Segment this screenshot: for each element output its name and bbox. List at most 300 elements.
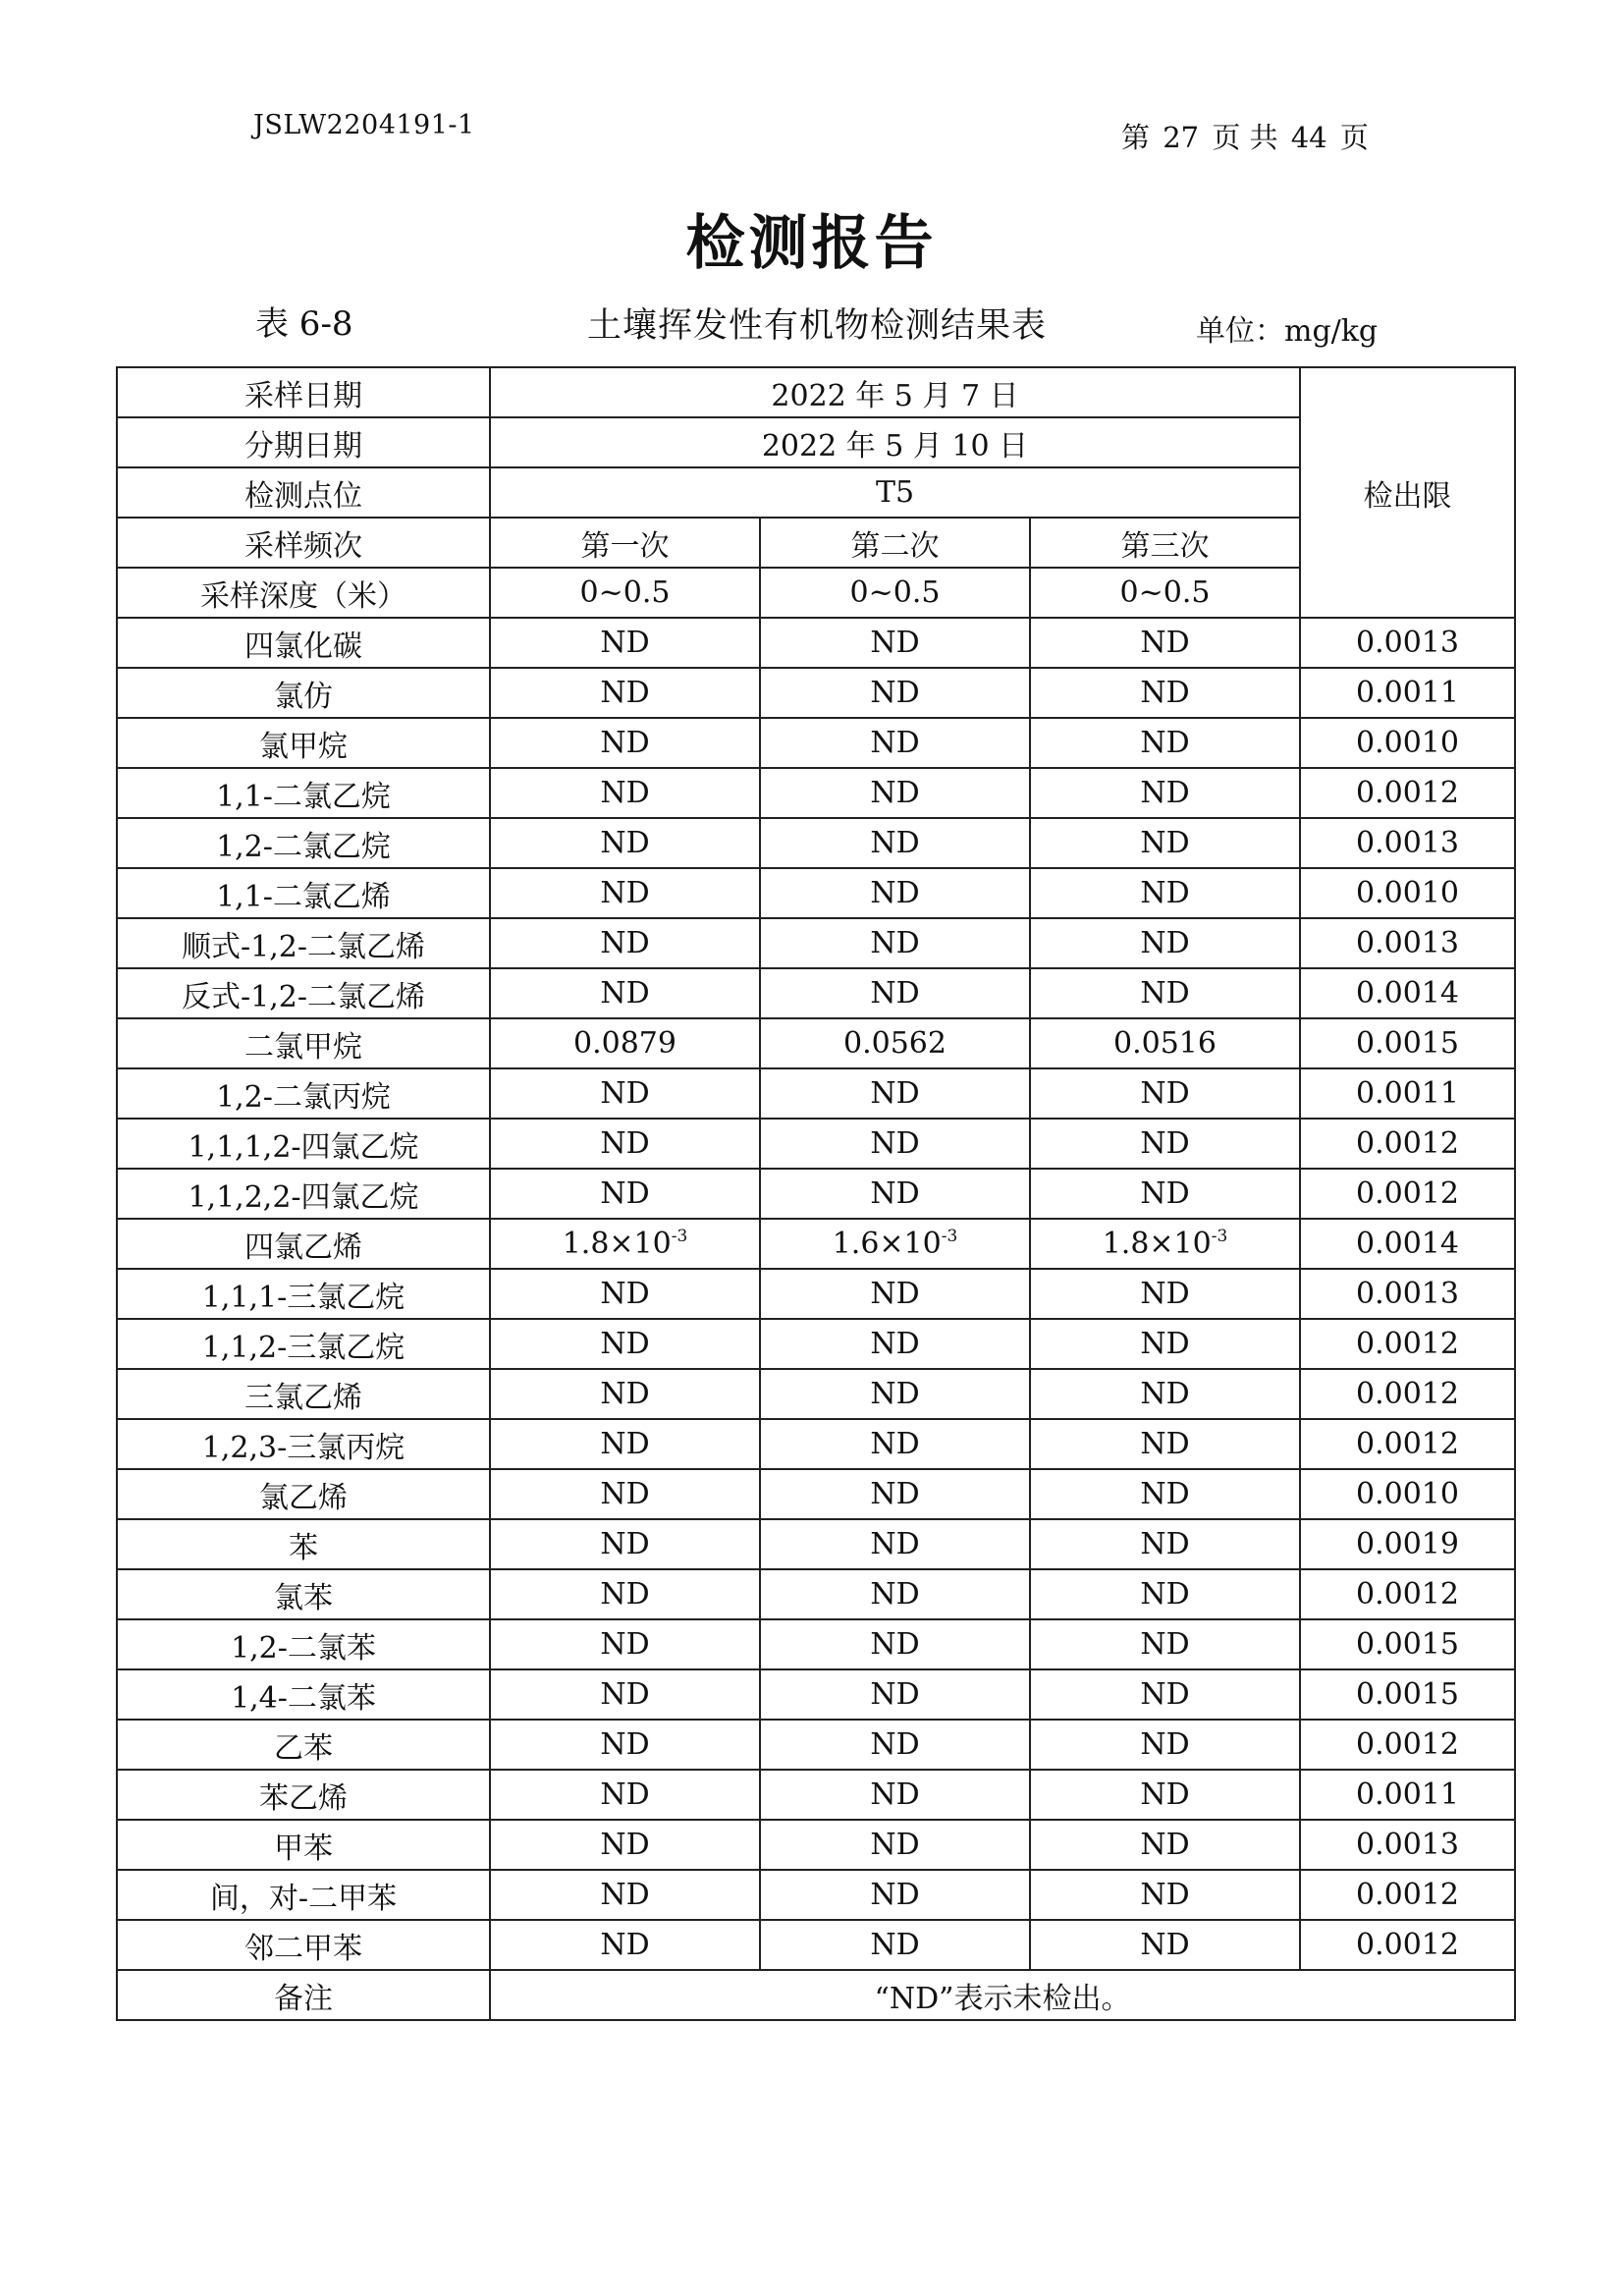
value-1-text: ND (600, 976, 650, 1011)
table-row (117, 1068, 1515, 1119)
table-row (117, 818, 1515, 868)
value-3-text: ND (1140, 1377, 1190, 1411)
compound-name (117, 1669, 490, 1720)
table-row (117, 868, 1515, 918)
value-1-text: ND (600, 1577, 650, 1612)
value-1-text: ND (600, 826, 650, 860)
compound-name-text: 三氯乙烯 (244, 1380, 362, 1415)
value-3-text: ND (1140, 876, 1190, 910)
value-2-text: ND (870, 1627, 920, 1662)
analysis-date-label: 分期日期 (117, 417, 490, 467)
value-3-text: ND (1140, 926, 1190, 960)
depth-3: 0~0.5 (1030, 568, 1300, 618)
value-3 (1030, 1018, 1300, 1068)
value-3-text: ND (1140, 1727, 1190, 1762)
value-3-exponent: -3 (1211, 1227, 1228, 1246)
value-1-text: ND (600, 1878, 650, 1912)
table-row (117, 1469, 1515, 1519)
detection-limit (1300, 1569, 1515, 1619)
point-label: 检测点位 (117, 467, 490, 518)
value-3 (1030, 1319, 1300, 1369)
compound-name (117, 1820, 490, 1870)
value-2-text: ND (870, 1727, 920, 1762)
value-1-text: ND (600, 1176, 650, 1211)
value-2-text: ND (870, 1277, 920, 1311)
value-1-text: 0.0879 (573, 1026, 676, 1061)
value-2 (760, 1068, 1030, 1119)
compound-name-text: 1,2-二氯丙烷 (216, 1079, 391, 1115)
compound-name (117, 1169, 490, 1219)
detection-limit-text: 0.0010 (1356, 726, 1459, 760)
value-3 (1030, 1469, 1300, 1519)
detection-limit (1300, 1219, 1515, 1269)
value-2 (760, 968, 1030, 1018)
compound-name (117, 818, 490, 868)
value-2-text: ND (870, 1777, 920, 1812)
detection-limit (1300, 1469, 1515, 1519)
value-1 (490, 1319, 760, 1369)
detection-limit-text: 0.0012 (1356, 1377, 1459, 1411)
table-row (117, 968, 1515, 1018)
value-3 (1030, 918, 1300, 968)
value-1 (490, 1920, 760, 1970)
value-3-text: ND (1140, 976, 1190, 1011)
value-3-text: ND (1140, 726, 1190, 760)
compound-name (117, 1920, 490, 1970)
compound-name (117, 1519, 490, 1569)
value-1 (490, 1820, 760, 1870)
value-3 (1030, 618, 1300, 668)
value-3-text: ND (1140, 1928, 1190, 1962)
value-1-text: ND (600, 1677, 650, 1712)
value-3-text: ND (1140, 676, 1190, 710)
detection-limit-text: 0.0014 (1356, 976, 1459, 1011)
value-1 (490, 1369, 760, 1419)
value-1 (490, 1068, 760, 1119)
value-3 (1030, 1770, 1300, 1820)
compound-name-text: 甲苯 (274, 1831, 333, 1866)
value-2-text: ND (870, 1176, 920, 1211)
value-1-text: ND (600, 1627, 650, 1662)
value-2 (760, 1219, 1030, 1269)
value-2-text: ND (870, 676, 920, 710)
compound-name-text: 1,2-二氯乙烷 (216, 829, 391, 864)
compound-name (117, 1319, 490, 1369)
value-2-text: ND (870, 1327, 920, 1361)
value-2 (760, 1018, 1030, 1068)
value-2 (760, 768, 1030, 818)
value-2-text: ND (870, 1577, 920, 1612)
value-3-text: ND (1140, 1126, 1190, 1161)
value-1-text: ND (600, 926, 650, 960)
compound-name (117, 1119, 490, 1169)
value-2 (760, 1669, 1030, 1720)
value-3 (1030, 1068, 1300, 1119)
value-3 (1030, 1519, 1300, 1569)
value-3 (1030, 968, 1300, 1018)
value-1 (490, 1870, 760, 1920)
detection-limit (1300, 868, 1515, 918)
depth-label: 采样深度（米） (117, 568, 490, 618)
detection-limit-text: 0.0010 (1356, 876, 1459, 910)
value-3-text: ND (1140, 1076, 1190, 1111)
compound-name-text: 顺式-1,2-二氯乙烯 (182, 929, 425, 964)
detection-limit (1300, 1820, 1515, 1870)
value-1 (490, 918, 760, 968)
compound-name-text: 二氯甲烷 (244, 1029, 362, 1065)
detection-limit-text: 0.0019 (1356, 1527, 1459, 1561)
value-2 (760, 718, 1030, 768)
value-1-text: ND (600, 1427, 650, 1461)
value-2 (760, 868, 1030, 918)
value-2-text: ND (870, 1928, 920, 1962)
detection-limit (1300, 1119, 1515, 1169)
value-3-text: ND (1140, 1176, 1190, 1211)
table-row (117, 1119, 1515, 1169)
value-3-text: ND (1140, 1677, 1190, 1712)
value-3 (1030, 868, 1300, 918)
value-3-text: 0.0516 (1113, 1026, 1217, 1061)
value-3 (1030, 668, 1300, 718)
detection-limit (1300, 1669, 1515, 1720)
value-3 (1030, 1669, 1300, 1720)
value-2-text: ND (870, 1527, 920, 1561)
table-row (117, 1820, 1515, 1870)
notes-row (117, 1970, 1515, 2020)
detection-limit (1300, 1870, 1515, 1920)
detection-limit (1300, 968, 1515, 1018)
value-1-text: ND (600, 776, 650, 810)
value-2 (760, 1720, 1030, 1770)
page-suffix: 页 (1339, 121, 1369, 154)
value-3-text: ND (1140, 1577, 1190, 1612)
compound-name-text: 氯苯 (274, 1580, 333, 1615)
value-1 (490, 1269, 760, 1319)
table-row (117, 918, 1515, 968)
detection-limit (1300, 1920, 1515, 1970)
value-2 (760, 1569, 1030, 1619)
detection-limit-text: 0.0013 (1356, 1277, 1459, 1311)
detection-limit (1300, 1068, 1515, 1119)
compound-name (117, 918, 490, 968)
value-3 (1030, 1720, 1300, 1770)
value-2-text: ND (870, 826, 920, 860)
value-3-text: ND (1140, 626, 1190, 660)
value-2-text: ND (870, 976, 920, 1011)
value-1-text: ND (600, 1477, 650, 1511)
value-3 (1030, 1870, 1300, 1920)
analysis-date-value: 2022 年 5 月 10 日 (490, 417, 1300, 467)
compound-name-text: 四氯乙烯 (244, 1230, 362, 1265)
detection-limit (1300, 1169, 1515, 1219)
compound-name (117, 1419, 490, 1469)
value-1-text: ND (600, 1777, 650, 1812)
detection-limit (1300, 1720, 1515, 1770)
value-2-text: ND (870, 1377, 920, 1411)
table-row (117, 1169, 1515, 1219)
compound-name-text: 1,1,2-三氯乙烷 (201, 1330, 406, 1365)
value-2 (760, 668, 1030, 718)
value-1 (490, 1119, 760, 1169)
value-1-text: ND (600, 676, 650, 710)
value-3-text: ND (1140, 1477, 1190, 1511)
notes-label: 备注 (117, 1970, 490, 2020)
value-3-text: ND (1140, 1828, 1190, 1862)
detection-limit-text: 0.0013 (1356, 926, 1459, 960)
table-title: 土壤挥发性有机物检测结果表 (587, 306, 1048, 346)
detection-limit-text: 0.0013 (1356, 1828, 1459, 1862)
compound-name (117, 718, 490, 768)
value-1 (490, 1018, 760, 1068)
compound-name (117, 1219, 490, 1269)
table-number: 表 6-8 (255, 304, 353, 344)
value-1-text: 1.8×10 (562, 1227, 672, 1261)
compound-name (117, 1469, 490, 1519)
value-2 (760, 1920, 1030, 1970)
value-2 (760, 1870, 1030, 1920)
value-3-text: ND (1140, 1878, 1190, 1912)
detection-limit-text: 0.0015 (1356, 1026, 1459, 1061)
compound-name-text: 间，对-二甲苯 (209, 1881, 398, 1916)
value-2-text: ND (870, 1477, 920, 1511)
value-3 (1030, 1119, 1300, 1169)
page-number: 27 (1163, 121, 1200, 154)
value-3 (1030, 1269, 1300, 1319)
value-1-text: ND (600, 1327, 650, 1361)
compound-name (117, 1619, 490, 1669)
table-row (117, 1519, 1515, 1569)
table-unit: 单位：mg/kg (1196, 314, 1379, 349)
compound-name (117, 1068, 490, 1119)
compound-name-text: 1,1-二氯乙烷 (216, 779, 391, 814)
detection-limit-text: 0.0012 (1356, 1126, 1459, 1161)
value-2-text: ND (870, 1427, 920, 1461)
value-1 (490, 1770, 760, 1820)
value-3 (1030, 1920, 1300, 1970)
value-2 (760, 1770, 1030, 1820)
table-row (117, 1720, 1515, 1770)
value-1-text: ND (600, 1828, 650, 1862)
value-1 (490, 868, 760, 918)
page-total: 44 (1290, 121, 1327, 154)
table-row (117, 768, 1515, 818)
value-2 (760, 1119, 1030, 1169)
compound-name (117, 1720, 490, 1770)
detection-limit-text: 0.0011 (1356, 1076, 1459, 1111)
depth-2: 0~0.5 (760, 568, 1030, 618)
compound-name-text: 1,1,1-三氯乙烷 (201, 1280, 406, 1315)
detection-limit-text: 0.0015 (1356, 1677, 1459, 1712)
page-prefix: 第 (1121, 121, 1151, 154)
value-1-text: ND (600, 1126, 650, 1161)
compound-name (117, 1018, 490, 1068)
table-row (117, 718, 1515, 768)
table-row (117, 1319, 1515, 1369)
detection-limit-text: 0.0013 (1356, 826, 1459, 860)
value-1-text: ND (600, 1277, 650, 1311)
detection-limit (1300, 1369, 1515, 1419)
value-3-text: ND (1140, 826, 1190, 860)
detection-limit-text: 0.0011 (1356, 1777, 1459, 1812)
value-3 (1030, 1219, 1300, 1269)
table-row (117, 1369, 1515, 1419)
value-1-exponent: -3 (671, 1227, 688, 1246)
detection-limit (1300, 768, 1515, 818)
sampling-date-value: 2022 年 5 月 7 日 (490, 367, 1300, 417)
notes-text: “ND”表示未检出。 (490, 1970, 1515, 2020)
value-1 (490, 818, 760, 868)
detection-limit-text: 0.0014 (1356, 1227, 1459, 1261)
compound-name-text: 1,2-二氯苯 (231, 1630, 376, 1666)
value-1 (490, 1419, 760, 1469)
value-2 (760, 1369, 1030, 1419)
value-1 (490, 768, 760, 818)
value-1-text: ND (600, 726, 650, 760)
detection-limit-text: 0.0012 (1356, 1577, 1459, 1612)
detection-limit (1300, 1269, 1515, 1319)
compound-name-text: 1,1,2,2-四氯乙烷 (188, 1179, 419, 1215)
detection-limit-text: 0.0012 (1356, 1928, 1459, 1962)
value-2-text: ND (870, 1677, 920, 1712)
table-row (117, 1018, 1515, 1068)
compound-name (117, 1569, 490, 1619)
detection-limit (1300, 718, 1515, 768)
value-3-text: ND (1140, 1277, 1190, 1311)
value-3 (1030, 1820, 1300, 1870)
value-2 (760, 1820, 1030, 1870)
table-row (117, 618, 1515, 668)
compound-name (117, 668, 490, 718)
value-3-text: ND (1140, 1527, 1190, 1561)
compound-name (117, 768, 490, 818)
detection-limit (1300, 1519, 1515, 1569)
value-3-text: ND (1140, 1627, 1190, 1662)
compound-name-text: 苯 (289, 1530, 318, 1565)
compound-name (117, 1770, 490, 1820)
value-3-text: 1.8×10 (1102, 1227, 1212, 1261)
compound-name-text: 1,2,3-三氯丙烷 (201, 1430, 406, 1465)
value-1-text: ND (600, 876, 650, 910)
value-2-text: ND (870, 776, 920, 810)
detection-limit-text: 0.0012 (1356, 1427, 1459, 1461)
value-3 (1030, 818, 1300, 868)
value-3 (1030, 718, 1300, 768)
value-2-text: 1.6×10 (832, 1227, 942, 1261)
freq-1: 第一次 (490, 518, 760, 568)
value-1 (490, 668, 760, 718)
compound-name-text: 乙苯 (274, 1730, 333, 1766)
table-row (117, 1619, 1515, 1669)
table-row (117, 1870, 1515, 1920)
compound-name-text: 氯仿 (274, 679, 333, 714)
value-1 (490, 1469, 760, 1519)
detection-limit (1300, 1619, 1515, 1669)
value-3 (1030, 1419, 1300, 1469)
value-1 (490, 618, 760, 668)
value-2-text: ND (870, 726, 920, 760)
compound-name (117, 1269, 490, 1319)
table-row (117, 1920, 1515, 1970)
compound-name (117, 618, 490, 668)
value-2-text: ND (870, 1076, 920, 1111)
value-1 (490, 1169, 760, 1219)
table-row (117, 1419, 1515, 1469)
value-1 (490, 1720, 760, 1770)
value-1-text: ND (600, 1527, 650, 1561)
detection-limit-text: 0.0012 (1356, 1327, 1459, 1361)
freq-label: 采样频次 (117, 518, 490, 568)
table-row (117, 1669, 1515, 1720)
detection-limit (1300, 668, 1515, 718)
page-indicator (1121, 116, 1373, 156)
value-3 (1030, 1169, 1300, 1219)
value-2 (760, 1269, 1030, 1319)
compound-name-text: 邻二甲苯 (244, 1931, 362, 1966)
value-2-text: ND (870, 876, 920, 910)
value-2-exponent: -3 (941, 1227, 958, 1246)
value-2 (760, 1619, 1030, 1669)
table-row (117, 668, 1515, 718)
compound-name (117, 1369, 490, 1419)
compound-name-text: 反式-1,2-二氯乙烯 (182, 979, 425, 1014)
table-row (117, 1269, 1515, 1319)
sampling-date-label: 采样日期 (117, 367, 490, 417)
value-2-text: ND (870, 1878, 920, 1912)
value-2 (760, 1469, 1030, 1519)
table-row (117, 1569, 1515, 1619)
value-2 (760, 1169, 1030, 1219)
value-1 (490, 1519, 760, 1569)
value-2-text: ND (870, 1126, 920, 1161)
value-1 (490, 718, 760, 768)
value-2 (760, 1319, 1030, 1369)
value-1 (490, 1619, 760, 1669)
value-3-text: ND (1140, 1427, 1190, 1461)
value-2-text: ND (870, 926, 920, 960)
report-code: JSLW2204191-1 (253, 110, 475, 140)
detection-limit (1300, 618, 1515, 668)
detection-limit (1300, 1419, 1515, 1469)
compound-name-text: 1,1-二氯乙烯 (216, 879, 391, 914)
value-2 (760, 818, 1030, 868)
compound-name (117, 1870, 490, 1920)
value-1-text: ND (600, 626, 650, 660)
detection-limit-text: 0.0012 (1356, 1727, 1459, 1762)
detection-limit (1300, 1018, 1515, 1068)
freq-3: 第三次 (1030, 518, 1300, 568)
value-3-text: ND (1140, 776, 1190, 810)
detection-limit (1300, 918, 1515, 968)
value-1-text: ND (600, 1076, 650, 1111)
value-2 (760, 1419, 1030, 1469)
detection-limit-text: 0.0015 (1356, 1627, 1459, 1662)
compound-name-text: 1,1,1,2-四氯乙烷 (188, 1129, 419, 1165)
value-1-text: ND (600, 1727, 650, 1762)
detection-limit (1300, 1319, 1515, 1369)
value-2 (760, 918, 1030, 968)
compound-name (117, 868, 490, 918)
value-2-text: 0.0562 (843, 1026, 947, 1061)
freq-2: 第二次 (760, 518, 1030, 568)
detection-limit-text: 0.0012 (1356, 1176, 1459, 1211)
value-2-text: ND (870, 626, 920, 660)
point-value: T5 (490, 467, 1300, 518)
page-mid: 页 共 (1212, 121, 1278, 154)
value-1 (490, 1219, 760, 1269)
compound-name-text: 四氯化碳 (244, 629, 362, 664)
compound-name (117, 968, 490, 1018)
detection-limit-text: 0.0012 (1356, 1878, 1459, 1912)
